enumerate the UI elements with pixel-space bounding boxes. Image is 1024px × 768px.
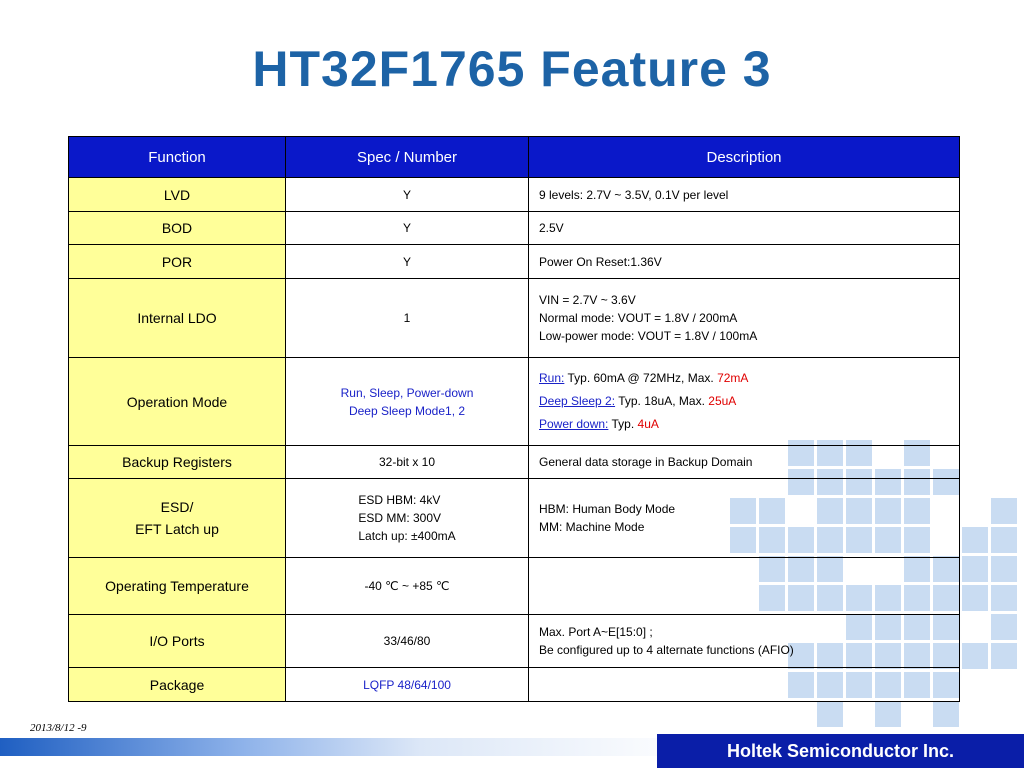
function-cell: Package: [69, 668, 286, 702]
description-line: Be configured up to 4 alternate functions (AFIO): [539, 643, 794, 657]
table-row: [69, 178, 960, 212]
description-cell: [529, 668, 960, 702]
spec-cell: 32-bit x 10: [286, 446, 529, 479]
spec-cell: -40 ℃ ~ +85 ℃: [286, 558, 529, 615]
decorative-square: [962, 527, 988, 553]
description-cell: [529, 615, 960, 668]
function-cell: BOD: [69, 212, 286, 245]
spec-cell: [286, 479, 529, 558]
spec-cell: Y: [286, 245, 529, 279]
mode-max: 72mA: [717, 371, 749, 385]
mode-typ: Typ. 18uA,: [618, 394, 676, 408]
decorative-square: [933, 701, 959, 727]
decorative-square: [991, 527, 1017, 553]
spec-cell: 1: [286, 279, 529, 358]
mode-label: Deep Sleep 2:: [539, 394, 616, 408]
spec-cell: LQFP 48/64/100: [286, 668, 529, 702]
decorative-square: [962, 556, 988, 582]
table-row: [69, 615, 960, 668]
mode-max-label: Max.: [687, 371, 714, 385]
decorative-square: [875, 701, 901, 727]
function-cell: Backup Registers: [69, 446, 286, 479]
column-header-description: Description: [529, 137, 960, 178]
slide-title: HT32F1765 Feature 3: [252, 41, 772, 97]
decorative-square: [817, 701, 843, 727]
table-row: [69, 279, 960, 358]
description-cell: 9 levels: 2.7V ~ 3.5V, 0.1V per level: [529, 178, 960, 212]
decorative-square: [991, 585, 1017, 611]
decorative-square: [991, 614, 1017, 640]
description-line: Low-power mode: VOUT = 1.8V / 100mA: [539, 329, 758, 343]
function-line: EFT Latch up: [135, 521, 219, 537]
column-header-spec: Spec / Number: [286, 137, 529, 178]
table-row: [69, 446, 960, 479]
decorative-square: [962, 585, 988, 611]
table-row: [69, 558, 960, 615]
decorative-square: [991, 643, 1017, 669]
description-cell: [529, 558, 960, 615]
mode-max-label: Max.: [678, 394, 705, 408]
table-row: [69, 358, 960, 446]
footer-brand: Holtek Semiconductor Inc.: [657, 734, 1024, 768]
description-cell: [529, 279, 960, 358]
description-cell: [529, 358, 960, 446]
spec-line: Run, Sleep, Power-down: [340, 385, 474, 400]
footer-gradient-bar: [0, 738, 700, 756]
table-row: [69, 479, 960, 558]
spec-line: ESD HBM: 4kV: [358, 493, 441, 507]
function-cell: POR: [69, 245, 286, 279]
description-line: Max. Port A~E[15:0] ;: [539, 625, 653, 639]
description-cell: 2.5V: [529, 212, 960, 245]
table-header-row: [69, 137, 960, 178]
column-header-function: Function: [69, 137, 286, 178]
footer-date: 2013/8/12 -9: [30, 722, 87, 734]
description-cell: General data storage in Backup Domain: [529, 446, 960, 479]
table-row: [69, 245, 960, 279]
description-line: Normal mode: VOUT = 1.8V / 200mA: [539, 311, 738, 325]
spec-line: Latch up: ±400mA: [358, 529, 456, 543]
decorative-square: [991, 556, 1017, 582]
spec-cell: [286, 358, 529, 446]
spec-cell: Y: [286, 212, 529, 245]
function-cell: I/O Ports: [69, 615, 286, 668]
mode-line-run: [539, 367, 958, 390]
decorative-square: [962, 643, 988, 669]
decorative-square: [991, 498, 1017, 524]
description-cell: Power On Reset:1.36V: [529, 245, 960, 279]
description-cell: [529, 479, 960, 558]
function-cell: LVD: [69, 178, 286, 212]
mode-max: 25uA: [708, 394, 737, 408]
feature-table: [68, 136, 960, 702]
description-line: HBM: Human Body Mode: [539, 502, 676, 516]
mode-typ: Typ.: [611, 417, 635, 431]
table-row: [69, 212, 960, 245]
function-cell: [69, 479, 286, 558]
table-row: [69, 668, 960, 702]
function-cell: Operation Mode: [69, 358, 286, 446]
mode-max: 4uA: [637, 417, 659, 431]
mode-line-power-down: [539, 413, 958, 436]
spec-cell: Y: [286, 178, 529, 212]
mode-label: Power down:: [539, 417, 609, 431]
description-line: VIN = 2.7V ~ 3.6V: [539, 293, 636, 307]
function-cell: Operating Temperature: [69, 558, 286, 615]
function-line: ESD/: [160, 499, 194, 515]
mode-label: Run:: [539, 371, 565, 385]
spec-cell: 33/46/80: [286, 615, 529, 668]
spec-line: Deep Sleep Mode1, 2: [348, 403, 466, 418]
spec-line: ESD MM: 300V: [358, 511, 442, 525]
description-line: MM: Machine Mode: [539, 520, 645, 534]
mode-typ: Typ. 60mA @ 72MHz,: [567, 371, 685, 385]
function-cell: Internal LDO: [69, 279, 286, 358]
mode-line-deep-sleep: [539, 390, 958, 413]
